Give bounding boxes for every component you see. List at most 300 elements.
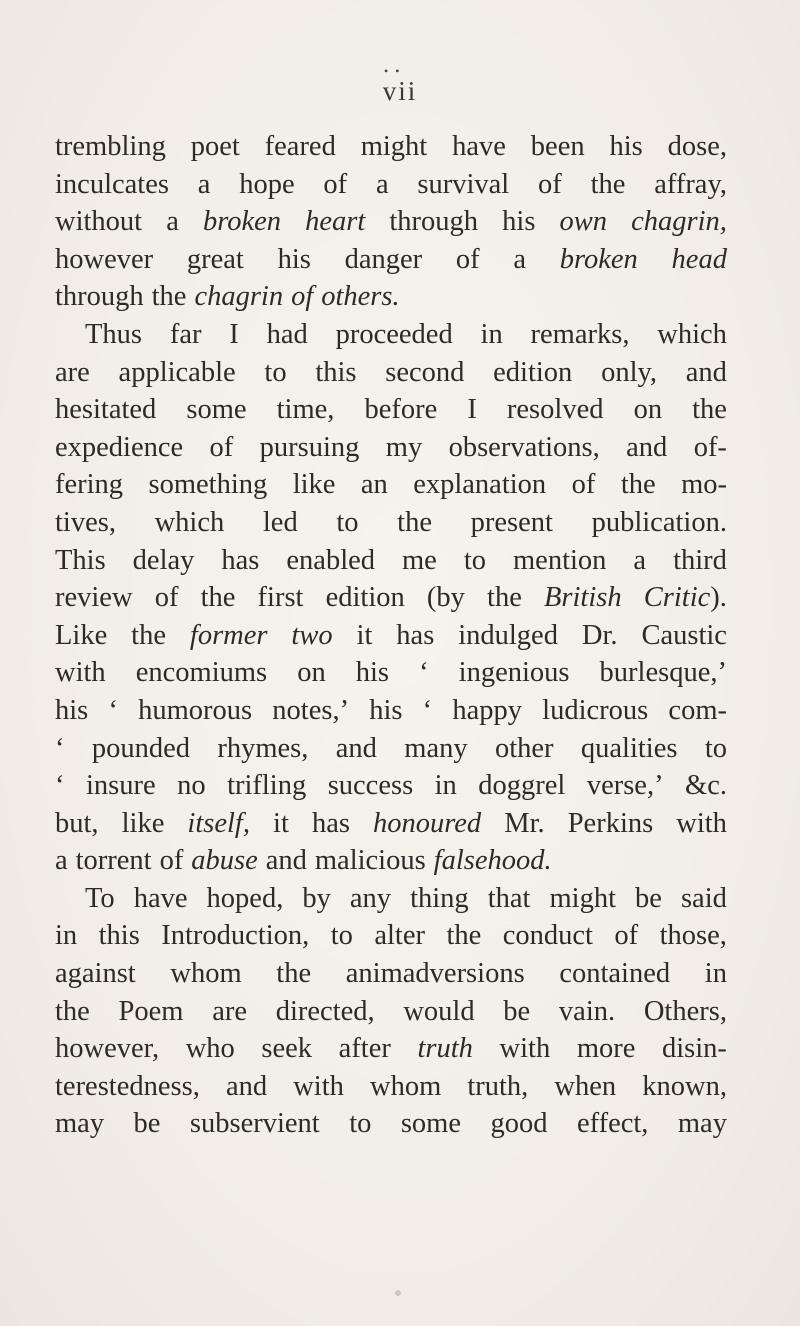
roman-text: are bbox=[212, 995, 247, 1027]
word bbox=[389, 203, 478, 241]
roman-text: of- bbox=[693, 431, 727, 463]
word bbox=[705, 955, 727, 993]
roman-text: trifling bbox=[227, 770, 307, 802]
roman-text: many bbox=[404, 732, 468, 764]
word bbox=[544, 579, 622, 617]
word bbox=[198, 166, 211, 204]
italic-text: others. bbox=[321, 281, 400, 313]
roman-text: pursuing bbox=[259, 431, 360, 463]
text-line bbox=[55, 955, 727, 993]
word bbox=[507, 391, 604, 429]
word bbox=[264, 354, 286, 392]
roman-text: with bbox=[499, 1033, 551, 1065]
word bbox=[568, 805, 654, 843]
word bbox=[326, 579, 405, 617]
roman-text: mo- bbox=[681, 469, 727, 501]
word bbox=[55, 241, 153, 279]
word bbox=[134, 880, 188, 918]
word bbox=[626, 429, 667, 467]
word bbox=[55, 128, 166, 166]
word bbox=[513, 542, 606, 580]
roman-text: vain. bbox=[558, 995, 616, 1027]
word bbox=[336, 316, 453, 354]
word bbox=[261, 1030, 312, 1068]
roman-text: tives, bbox=[55, 506, 116, 538]
roman-text: qualities bbox=[580, 732, 678, 764]
text-line bbox=[55, 166, 727, 204]
roman-text: seek bbox=[261, 1033, 313, 1065]
roman-text: have bbox=[452, 131, 506, 162]
word bbox=[160, 842, 184, 880]
roman-text: review bbox=[55, 582, 133, 614]
word bbox=[291, 278, 313, 316]
roman-text: said bbox=[680, 882, 727, 914]
text-line bbox=[55, 617, 727, 655]
roman-text: through bbox=[389, 206, 479, 238]
word bbox=[221, 542, 259, 580]
word bbox=[170, 955, 241, 993]
word bbox=[55, 730, 65, 768]
word bbox=[587, 767, 664, 805]
roman-text: of bbox=[154, 582, 179, 614]
word bbox=[686, 354, 727, 392]
word bbox=[229, 316, 239, 354]
roman-text: com- bbox=[668, 694, 727, 726]
word bbox=[149, 466, 268, 504]
text-line bbox=[55, 429, 727, 467]
word bbox=[186, 391, 246, 429]
roman-text: in bbox=[55, 920, 78, 952]
word bbox=[187, 805, 250, 843]
word bbox=[357, 617, 373, 655]
roman-text: like bbox=[121, 807, 165, 839]
word bbox=[55, 617, 107, 655]
word bbox=[186, 1030, 235, 1068]
word bbox=[302, 880, 331, 918]
roman-text: before bbox=[364, 394, 438, 426]
roman-text: but, bbox=[55, 807, 99, 839]
text-line bbox=[55, 128, 727, 166]
word bbox=[374, 917, 425, 955]
word bbox=[531, 316, 630, 354]
word bbox=[673, 542, 727, 580]
word bbox=[55, 767, 65, 805]
roman-text: a bbox=[513, 243, 526, 275]
roman-text: like bbox=[292, 469, 336, 501]
text-line bbox=[55, 805, 727, 843]
word bbox=[291, 617, 332, 655]
roman-text: after bbox=[338, 1033, 391, 1065]
text-line bbox=[55, 354, 727, 392]
word bbox=[513, 241, 526, 279]
italic-text: British bbox=[544, 582, 622, 614]
word bbox=[191, 128, 240, 166]
word bbox=[356, 654, 389, 692]
word bbox=[402, 542, 437, 580]
word bbox=[662, 1030, 727, 1068]
text-line bbox=[55, 993, 727, 1031]
roman-text: explanation bbox=[413, 469, 547, 501]
word bbox=[503, 917, 593, 955]
roman-text: Perkins bbox=[567, 807, 654, 839]
word bbox=[481, 316, 503, 354]
roman-text: ingenious bbox=[458, 657, 570, 689]
word bbox=[452, 692, 522, 730]
roman-text: observations, bbox=[448, 431, 600, 463]
text-line bbox=[55, 466, 727, 504]
roman-text: Others, bbox=[643, 995, 727, 1027]
roman-text: happy bbox=[452, 694, 522, 726]
italic-text: chagrin, bbox=[631, 206, 727, 238]
word bbox=[401, 1105, 461, 1143]
roman-text: the bbox=[200, 582, 236, 614]
roman-text: the bbox=[151, 281, 187, 313]
roman-text: hesitated bbox=[55, 394, 157, 426]
word bbox=[600, 654, 727, 692]
roman-text: be bbox=[133, 1108, 161, 1140]
roman-text: to bbox=[264, 356, 287, 388]
word bbox=[582, 617, 618, 655]
word bbox=[361, 128, 428, 166]
word bbox=[668, 128, 727, 166]
roman-text: the bbox=[446, 920, 482, 952]
roman-text: however, bbox=[55, 1033, 160, 1065]
roman-text: trembling bbox=[55, 131, 166, 162]
word bbox=[404, 730, 467, 768]
roman-text: has bbox=[221, 544, 260, 576]
roman-text: by bbox=[302, 882, 331, 914]
roman-text: his bbox=[369, 694, 403, 726]
word bbox=[119, 354, 236, 392]
roman-text: this bbox=[98, 920, 140, 952]
italic-text: honoured bbox=[373, 807, 482, 839]
roman-text: on bbox=[297, 657, 326, 689]
word bbox=[631, 203, 727, 241]
roman-text: and bbox=[626, 431, 668, 463]
roman-text: Like bbox=[55, 619, 108, 651]
word bbox=[76, 842, 152, 880]
word bbox=[119, 993, 184, 1031]
word bbox=[55, 391, 156, 429]
roman-text: doggrel bbox=[478, 770, 566, 802]
roman-text: third bbox=[673, 544, 727, 576]
roman-text: present bbox=[470, 506, 553, 538]
word bbox=[239, 166, 294, 204]
text-line bbox=[55, 203, 727, 241]
word bbox=[217, 730, 308, 768]
text-line bbox=[55, 1068, 727, 1106]
roman-text: time, bbox=[276, 394, 335, 426]
roman-text: encomiums bbox=[135, 657, 268, 689]
italic-text: Critic bbox=[643, 582, 711, 614]
roman-text: been bbox=[530, 131, 585, 162]
roman-text: some bbox=[186, 394, 247, 426]
roman-text: (by bbox=[426, 582, 465, 614]
roman-text: the bbox=[487, 582, 522, 614]
roman-text: of bbox=[538, 168, 562, 200]
italic-text: broken bbox=[202, 206, 282, 238]
roman-text: a bbox=[633, 544, 647, 576]
text-line bbox=[55, 842, 727, 880]
word bbox=[286, 542, 375, 580]
word bbox=[55, 1030, 159, 1068]
roman-text: hoped, bbox=[206, 882, 284, 914]
word bbox=[504, 805, 544, 843]
roman-text: animadversions bbox=[345, 958, 525, 990]
word bbox=[427, 579, 465, 617]
roman-text: it bbox=[356, 619, 373, 651]
word bbox=[503, 993, 530, 1031]
roman-text: resolved bbox=[506, 394, 604, 426]
word bbox=[554, 1068, 616, 1106]
word bbox=[293, 1068, 344, 1106]
word bbox=[212, 993, 247, 1031]
roman-text: through bbox=[55, 281, 144, 313]
word bbox=[85, 316, 142, 354]
word bbox=[654, 166, 727, 204]
roman-text: second bbox=[385, 356, 465, 388]
word bbox=[155, 579, 179, 617]
word bbox=[644, 993, 727, 1031]
word bbox=[55, 354, 90, 392]
word bbox=[478, 767, 565, 805]
word bbox=[531, 128, 585, 166]
roman-text: malicious bbox=[314, 845, 426, 877]
word bbox=[386, 429, 422, 467]
word bbox=[272, 692, 349, 730]
body-text bbox=[55, 128, 727, 1143]
word bbox=[490, 1105, 547, 1143]
roman-text: first bbox=[257, 582, 304, 614]
roman-text: danger bbox=[344, 243, 423, 275]
word bbox=[614, 917, 638, 955]
word bbox=[258, 579, 304, 617]
word bbox=[312, 805, 350, 843]
roman-text: pounded bbox=[91, 732, 191, 764]
word bbox=[493, 354, 572, 392]
roman-text: ). bbox=[710, 582, 727, 614]
text-line bbox=[55, 730, 727, 768]
word bbox=[370, 1068, 441, 1106]
roman-text: in bbox=[480, 318, 503, 350]
paper-speck bbox=[395, 1290, 401, 1296]
word bbox=[502, 203, 535, 241]
italic-text: head bbox=[671, 243, 727, 275]
italic-text: chagrin bbox=[194, 281, 284, 313]
roman-text: has bbox=[311, 807, 350, 839]
roman-text: who bbox=[185, 1033, 235, 1065]
roman-text: his bbox=[55, 694, 89, 726]
roman-text: it bbox=[273, 807, 289, 839]
word bbox=[278, 241, 311, 279]
roman-text: affray, bbox=[654, 168, 727, 200]
roman-text: ‘ bbox=[55, 732, 65, 764]
roman-text: delay bbox=[132, 544, 195, 576]
word bbox=[201, 579, 236, 617]
text-line bbox=[55, 880, 727, 918]
roman-text: would bbox=[403, 995, 475, 1027]
word bbox=[681, 466, 727, 504]
word bbox=[346, 955, 525, 993]
word bbox=[315, 842, 426, 880]
roman-text: me bbox=[402, 544, 437, 576]
word bbox=[705, 730, 727, 768]
roman-text: might bbox=[549, 882, 616, 914]
roman-text: Thus bbox=[85, 318, 142, 350]
roman-text: To bbox=[85, 882, 115, 914]
roman-text: Dr. bbox=[581, 619, 618, 651]
word bbox=[267, 316, 308, 354]
roman-text: far bbox=[169, 318, 202, 350]
roman-text: ‘ bbox=[419, 657, 429, 689]
roman-text: of bbox=[159, 845, 184, 877]
italic-text: heart bbox=[305, 206, 366, 238]
roman-text: of bbox=[323, 168, 348, 200]
word bbox=[500, 1030, 551, 1068]
roman-text: the bbox=[397, 506, 432, 538]
roman-text: applicable bbox=[118, 356, 236, 388]
word bbox=[609, 128, 642, 166]
roman-text: whom bbox=[369, 1070, 442, 1102]
roman-text: with bbox=[676, 807, 727, 839]
word bbox=[369, 692, 402, 730]
roman-text: Caustic bbox=[641, 619, 727, 651]
italic-text: abuse bbox=[191, 845, 258, 877]
roman-text: something bbox=[148, 469, 268, 501]
text-line bbox=[55, 316, 727, 354]
word bbox=[403, 993, 474, 1031]
roman-text: ‘ bbox=[108, 694, 118, 726]
roman-text: his bbox=[277, 243, 311, 275]
word bbox=[273, 805, 289, 843]
word bbox=[635, 880, 662, 918]
word bbox=[591, 166, 626, 204]
roman-text: against bbox=[55, 958, 136, 990]
roman-text: other bbox=[494, 732, 554, 764]
word bbox=[136, 654, 267, 692]
roman-text: be bbox=[635, 882, 662, 914]
roman-text: indulged bbox=[458, 619, 558, 651]
word bbox=[633, 542, 646, 580]
roman-text: however bbox=[55, 243, 154, 275]
roman-text: mention bbox=[513, 544, 607, 576]
word bbox=[133, 542, 195, 580]
word bbox=[423, 692, 433, 730]
word bbox=[263, 504, 298, 542]
word bbox=[55, 955, 136, 993]
word bbox=[55, 805, 99, 843]
text-line bbox=[55, 542, 727, 580]
word bbox=[345, 241, 423, 279]
word bbox=[417, 166, 509, 204]
roman-text: and bbox=[225, 1070, 268, 1102]
word bbox=[85, 880, 115, 918]
roman-text: conduct bbox=[502, 920, 593, 952]
roman-text: truth, bbox=[467, 1070, 529, 1102]
word bbox=[641, 617, 727, 655]
word bbox=[55, 993, 90, 1031]
word bbox=[467, 1068, 528, 1106]
word bbox=[336, 504, 358, 542]
roman-text: and bbox=[265, 845, 307, 877]
roman-text: only, bbox=[601, 356, 658, 388]
word bbox=[190, 1105, 320, 1143]
roman-text: on bbox=[633, 394, 663, 426]
word bbox=[190, 617, 268, 655]
word bbox=[170, 316, 202, 354]
word bbox=[560, 241, 638, 279]
roman-text: proceeded bbox=[335, 318, 453, 350]
italic-text: broken bbox=[559, 243, 638, 275]
word bbox=[305, 203, 365, 241]
word bbox=[297, 654, 326, 692]
roman-text: his bbox=[355, 657, 390, 689]
roman-text: contained bbox=[559, 958, 671, 990]
roman-text: in bbox=[704, 958, 727, 990]
roman-text: the bbox=[620, 469, 656, 501]
roman-text: my bbox=[385, 431, 423, 463]
roman-text: ludicrous bbox=[542, 694, 649, 726]
roman-text: to bbox=[336, 506, 359, 538]
word bbox=[376, 166, 389, 204]
word bbox=[331, 917, 353, 955]
roman-text: feared bbox=[264, 131, 336, 162]
word bbox=[446, 917, 481, 955]
roman-text: success bbox=[327, 770, 414, 802]
word bbox=[538, 166, 562, 204]
word bbox=[276, 955, 311, 993]
roman-text: his bbox=[502, 206, 536, 238]
roman-text: the bbox=[590, 168, 626, 200]
word bbox=[55, 166, 169, 204]
roman-text: poet bbox=[190, 131, 240, 162]
word bbox=[226, 1068, 267, 1106]
roman-text: to bbox=[463, 544, 487, 576]
roman-text: which bbox=[154, 506, 225, 538]
word bbox=[138, 692, 252, 730]
roman-text: a bbox=[55, 845, 68, 877]
word bbox=[203, 203, 281, 241]
word bbox=[434, 842, 552, 880]
word bbox=[55, 504, 116, 542]
roman-text: had bbox=[266, 318, 308, 350]
word bbox=[86, 767, 156, 805]
word bbox=[227, 767, 306, 805]
word bbox=[488, 880, 531, 918]
word bbox=[456, 241, 480, 279]
word bbox=[321, 278, 399, 316]
word bbox=[694, 429, 727, 467]
word bbox=[131, 617, 166, 655]
word bbox=[339, 1030, 391, 1068]
roman-text: burlesque,’ bbox=[599, 657, 727, 689]
word bbox=[277, 391, 335, 429]
word bbox=[55, 1105, 104, 1143]
roman-text: to bbox=[330, 920, 353, 952]
word bbox=[672, 241, 727, 279]
italic-text: own bbox=[559, 206, 608, 238]
roman-text: rhymes, bbox=[217, 732, 309, 764]
word bbox=[122, 805, 165, 843]
word bbox=[692, 391, 727, 429]
roman-text: the bbox=[276, 958, 312, 990]
word bbox=[55, 692, 88, 730]
roman-text: verse,’ bbox=[586, 770, 664, 802]
roman-text: Introduction, bbox=[161, 920, 310, 952]
word bbox=[55, 579, 133, 617]
word bbox=[55, 654, 106, 692]
word bbox=[592, 504, 727, 542]
